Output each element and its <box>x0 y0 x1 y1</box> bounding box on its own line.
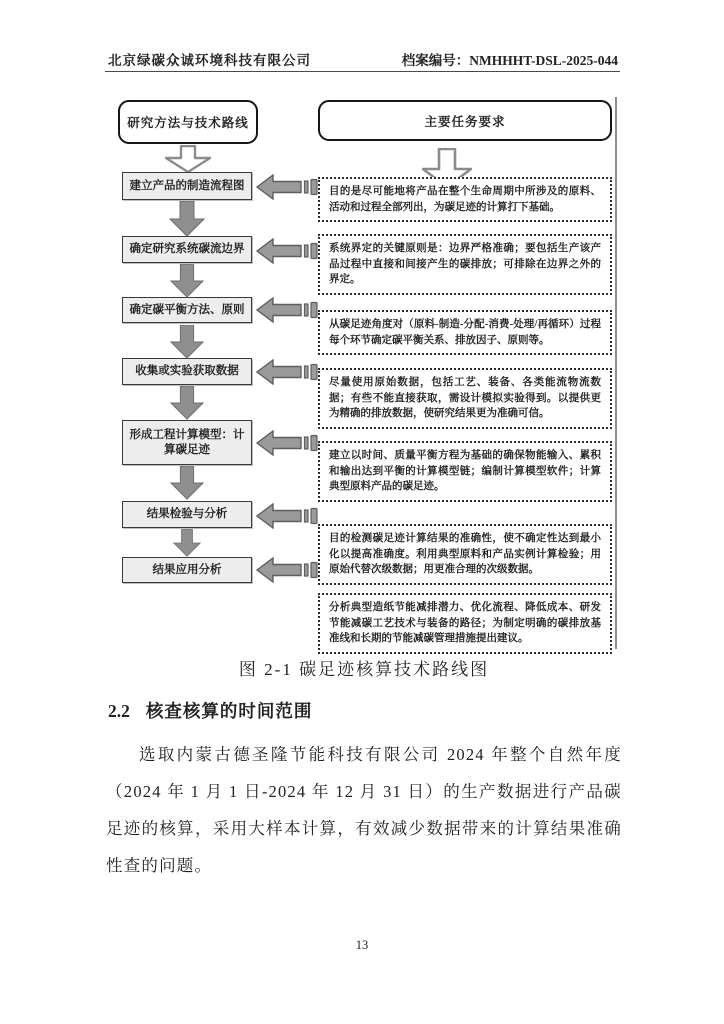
archive-value: NMHHHT-DSL-2025-044 <box>469 53 618 68</box>
solid-down-arrow-icon <box>169 386 205 420</box>
flow-step-box: 建立产品的制造流程图 <box>122 172 252 200</box>
flow-task-box: 从碳足迹角度对（原料-制造-分配-消费-处理/再循环）过程每个环节确定碳平衡关系、排放因子、原则等。 <box>318 310 612 355</box>
left-block-arrow-icon <box>256 556 318 584</box>
solid-down-arrow-icon <box>169 529 205 557</box>
flow-task-box: 系统界定的关键原则是：边界严格准确；要包括生产该产品过程中直接和间接产生的碳排放；可排除在边界之外的界定。 <box>318 234 612 295</box>
solid-down-arrow-icon <box>169 201 205 237</box>
header-company-name: 北京绿碳众诚环境科技有限公司 <box>108 53 311 68</box>
body-paragraph: 选取内蒙古德圣隆节能科技有限公司 2024 年整个自然年度（2024 年 1 月 1 日-2024 年 12 月 31 日）的生产数据进行产品碳足迹的核算，采用大样本计算，有效减少数据带来的计算结果准确性查的问题。 <box>106 745 622 875</box>
header-archive-number <box>402 49 618 69</box>
flow-left-column-title: 研究方法与技术路线 <box>118 100 258 144</box>
section-title: 核查核算的时间范围 <box>145 701 313 721</box>
flow-step-box: 确定研究系统碳流边界 <box>122 236 252 263</box>
flow-step-box: 结果检验与分析 <box>122 501 252 528</box>
flow-step-box: 结果应用分析 <box>122 557 252 583</box>
flow-task-box: 建立以时间、质量平衡方程为基础的确保物能输入、累积和输出达到平衡的计算模型链；编制计算模型软件；计算典型原料产品的碳足迹。 <box>318 441 612 502</box>
header-divider <box>105 71 620 72</box>
left-block-arrow-icon <box>256 296 318 324</box>
flow-right-column-title: 主要任务要求 <box>318 100 612 141</box>
flow-step-box: 收集或实验获取数据 <box>122 358 252 385</box>
section-number: 2.2 <box>108 701 130 721</box>
left-block-arrow-icon <box>256 358 318 386</box>
left-block-arrow-icon <box>256 429 318 457</box>
left-block-arrow-icon <box>256 237 318 265</box>
figure-caption: 图 2-1 碳足迹核算技术路线图 <box>238 660 490 679</box>
flow-task-box: 尽量使用原始数据，包括工艺、装备、各类能流物流数据；有些不能直接获取，需设计模拟实验得到。以提供更为精确的排放数据，使研究结果更为准确可信。 <box>318 368 612 429</box>
section-heading <box>108 698 312 723</box>
page-number: 13 <box>355 938 369 952</box>
flow-step-box: 形成工程计算模型：计算碳足迹 <box>122 420 252 465</box>
archive-label: 档案编号： <box>401 53 470 68</box>
solid-down-arrow-icon <box>169 466 205 500</box>
flow-task-box: 分析典型造纸节能减排潜力、优化流程、降低成本、研发节能减碳工艺技术与装备的路径；为制定明确的碳排放基准线和长期的节能减碳管理措施提出建议。 <box>318 593 612 654</box>
flow-task-box: 目的是尽可能地将产品在整个生命周期中所涉及的原料、活动和过程全部列出，为碳足迹的计算打下基础。 <box>318 177 612 222</box>
flow-step-box: 确定碳平衡方法、原则 <box>122 297 252 323</box>
solid-down-arrow-icon <box>169 325 205 359</box>
figure-right-border <box>615 97 617 649</box>
left-block-arrow-icon <box>256 502 318 530</box>
flow-task-box: 目的检测碳足迹计算结果的准确性，使不确定性达到最小化以提高准确度。利用典型原料和产品实例计算检验；用原始代替次级数据；用更准合理的次级数据。 <box>318 524 612 585</box>
solid-down-arrow-icon <box>169 264 205 298</box>
left-block-arrow-icon <box>256 173 318 201</box>
hollow-down-arrow-icon <box>165 145 211 173</box>
flowchart-figure <box>108 95 620 655</box>
